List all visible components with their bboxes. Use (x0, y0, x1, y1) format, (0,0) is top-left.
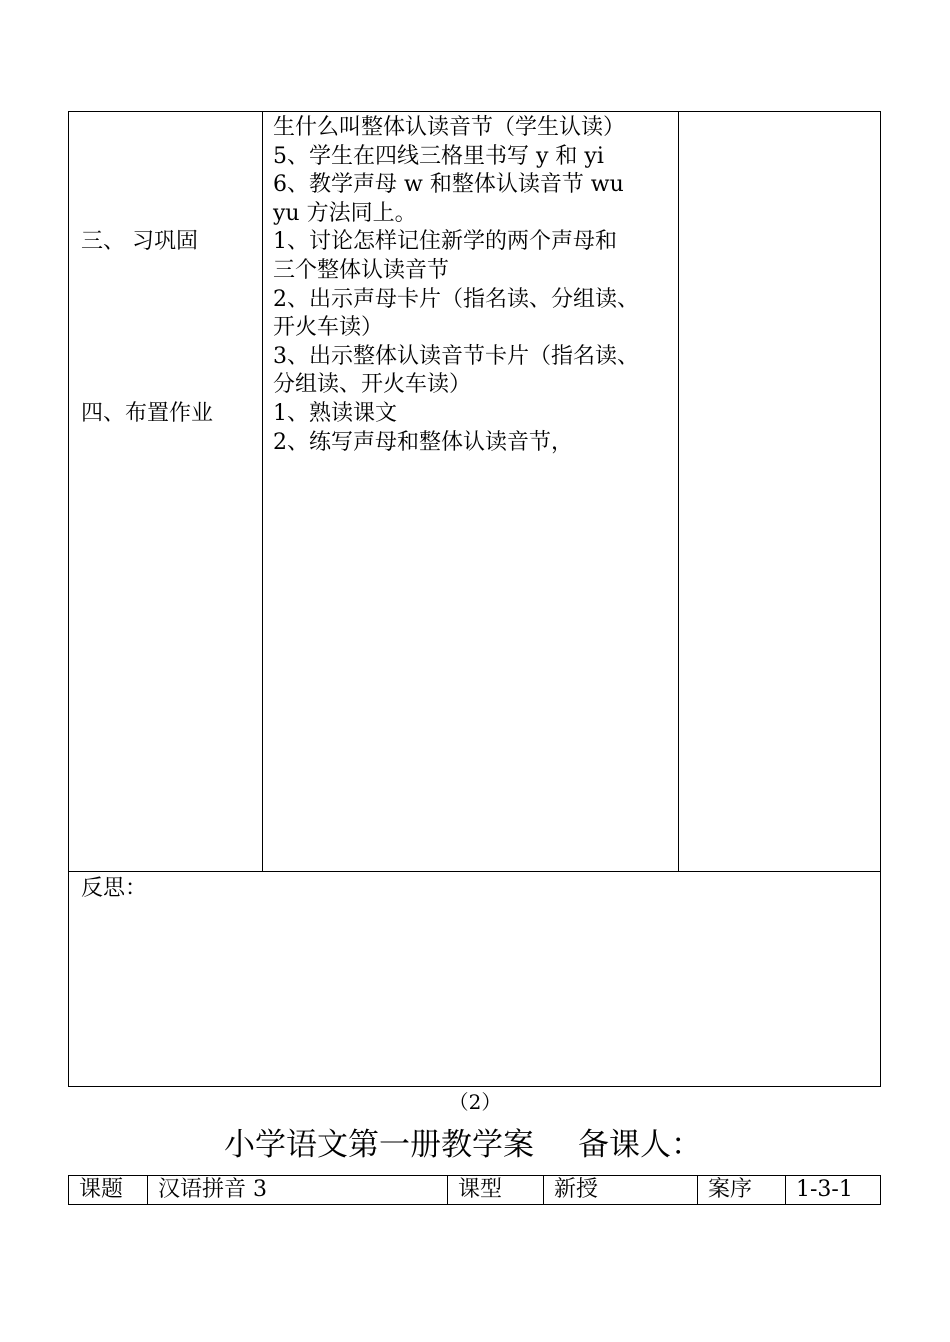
row-divider-reflection (69, 871, 880, 872)
lesson-info-table (68, 1175, 881, 1205)
content-line: 6、教学声母 w 和整体认读音节 wu (273, 172, 624, 198)
title-text: 小学语文第一册教学案 (224, 1127, 534, 1163)
content-line: 分组读、开火车读） (273, 372, 472, 398)
type-label: 课型 (458, 1177, 503, 1202)
section-homework: 四、布置作业 (81, 401, 214, 426)
topic-value: 汉语拼音 3 (158, 1177, 267, 1202)
content-line: 3、出示整体认读音节卡片（指名读、 (273, 343, 639, 369)
sequence-value: 1-3-1 (796, 1177, 853, 1202)
section-consolidation: 三、 习巩固 (81, 229, 198, 254)
page-number: （2） (448, 1090, 502, 1114)
content-line: 2、练写声母和整体认读音节， (273, 429, 573, 455)
content-line: 1、熟读课文 (273, 400, 397, 426)
page-title (224, 1124, 702, 1166)
content-line: 5、学生在四线三格里书写 y 和 yi (273, 143, 604, 169)
reflection-label: 反思： (81, 876, 148, 901)
column-divider-left (262, 112, 263, 871)
topic-label: 课题 (79, 1177, 124, 1202)
content-line: yu 方法同上。 (273, 200, 417, 226)
teaching-content-column (273, 114, 679, 457)
lesson-plan-table (68, 111, 881, 1087)
preparer-label: 备课人： (578, 1127, 702, 1163)
content-line: 生什么叫整体认读音节（学生认读） (273, 115, 626, 140)
content-line: 1、讨论怎样记住新学的两个声母和 (273, 229, 617, 255)
content-line: 2、出示声母卡片（指名读、分组读、 (273, 286, 639, 312)
sequence-label: 案序 (708, 1177, 753, 1202)
content-line: 三个整体认读音节 (273, 257, 450, 283)
content-line: 开火车读） (273, 315, 384, 341)
type-value: 新授 (554, 1177, 599, 1202)
